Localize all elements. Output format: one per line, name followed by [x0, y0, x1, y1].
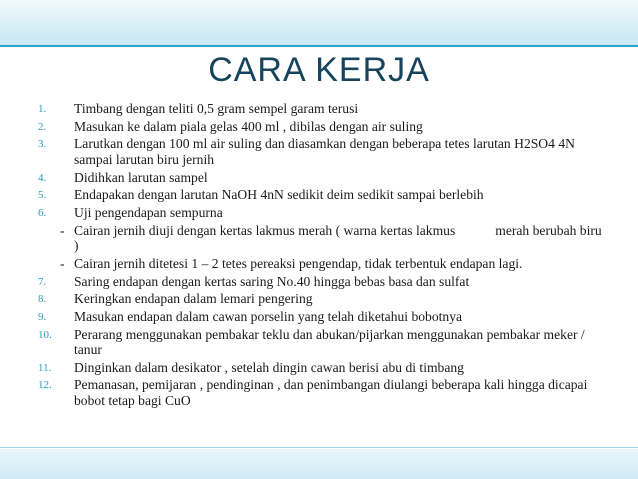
list-item: [0, 327, 638, 360]
list-item: [0, 136, 638, 169]
step-number: 2.: [38, 120, 47, 133]
list-item: [0, 170, 638, 188]
step-number: 6.: [38, 206, 47, 219]
step-number: 9.: [38, 310, 47, 323]
step-text: Timbang dengan teliti 0,5 gram sempel garam terusi: [74, 101, 359, 116]
step-text: Masukan ke dalam piala gelas 400 ml , dibilas dengan air suling: [74, 118, 423, 134]
step-text: Larutkan dengan 100 ml air suling dan diasamkan dengan beberapa tetes larutan H2SO4 4N sampai larutan biru jernih: [74, 136, 575, 167]
step-text: Masukan endapan dalam cawan porselin yang telah diketahui bobotnya: [74, 308, 463, 324]
list-item: [0, 360, 638, 378]
step-text: Perarang menggunakan pembakar teklu dan abukan/pijarkan menggunakan pembakar meker / tanur: [74, 326, 585, 358]
step-number: 11.: [38, 361, 52, 374]
step-text: Keringkan endapan dalam lemari pengering: [74, 291, 313, 307]
step-text: Pemanasan, pemijaran , pendinginan , dan penimbangan diulangi beberapa kali hingga dicapai bobot tetap bagi CuO: [74, 377, 588, 408]
footer-band: [0, 449, 638, 479]
sub-point-text-a: Cairan jernih diuji dengan kertas lakmus merah ( warna kertas lakmus: [74, 222, 456, 238]
step-number: 4.: [38, 171, 47, 184]
step-text: Endapakan dengan larutan NaOH 4nN sedikit deim sedikit sampai berlebih: [74, 187, 484, 203]
sub-point-text: [74, 223, 602, 254]
list-item: [0, 309, 638, 327]
list-item: [0, 119, 638, 137]
list-item: [0, 205, 638, 223]
sub-point: [0, 223, 638, 256]
footer-divider: [0, 447, 638, 448]
procedure-list: [0, 101, 638, 411]
list-item: [0, 274, 638, 292]
list-item: [0, 187, 638, 205]
step-text: Saring endapan dengan kertas saring No.40 hingga bebas basa dan sulfat: [74, 273, 470, 289]
header-divider: [0, 45, 638, 47]
header-band: [0, 0, 638, 45]
list-item: [0, 291, 638, 309]
list-item: [0, 377, 638, 410]
step-text: Uji pengendapan sempurna: [74, 204, 223, 220]
slide-title: CARA KERJA: [208, 51, 430, 89]
step-number: 5.: [38, 189, 47, 202]
step-number: 1.: [38, 103, 47, 115]
sub-point: [0, 256, 638, 274]
list-item: [0, 101, 638, 119]
sub-point-text-b: merah berubah biru ): [74, 222, 602, 254]
step-number: 3.: [38, 138, 47, 151]
step-number: 8.: [38, 293, 47, 306]
step-number: 10.: [38, 328, 52, 341]
step-number: 7.: [38, 275, 47, 288]
sub-point-text-a: Cairan jernih ditetesi 1 – 2 tetes pereaksi pengendap, tidak terbentuk endapan lagi.: [74, 255, 523, 271]
sub-point-text: [74, 256, 602, 272]
sub-point-dash: -: [60, 255, 65, 271]
step-number: 12.: [38, 379, 52, 392]
step-text: Dinginkan dalam desikator , setelah dingin cawan berisi abu di timbang: [74, 359, 464, 375]
step-text: Didihkan larutan sampel: [74, 169, 208, 185]
sub-point-dash: -: [60, 222, 65, 238]
